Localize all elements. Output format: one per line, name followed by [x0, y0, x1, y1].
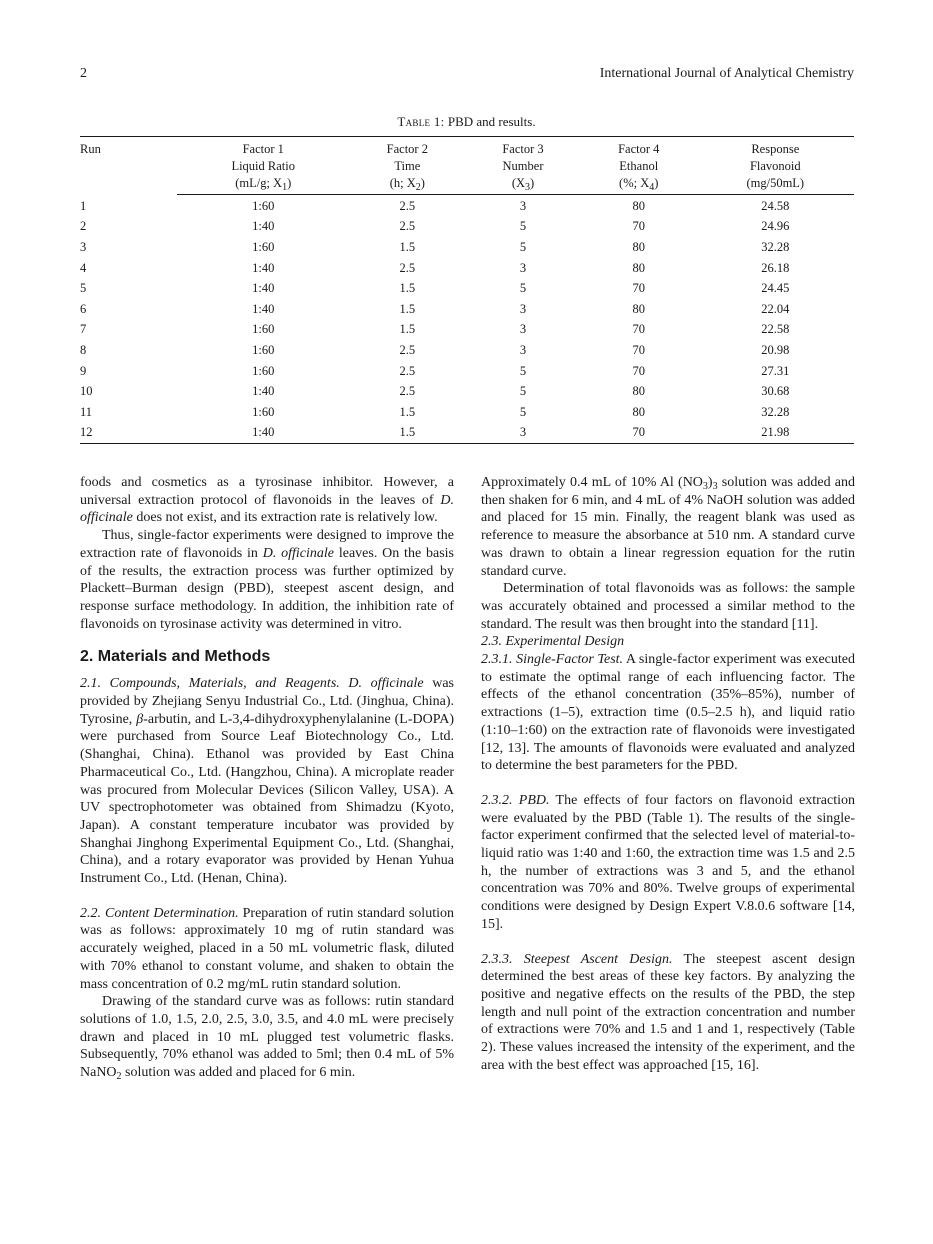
table-cell: 1.5: [349, 423, 465, 444]
table-cell: 70: [632, 281, 645, 296]
reagent-paragraph: Approximately 0.4 mL of 10% Al $(NO_3)_3$ solution was added and then shaken for 6 min, and 4 mL of 4% NaOH solution was added and placed for 15 min. Finally, the reagent blank was used as reference to measure the absorbance at 510 nm. A standard curve was drawn to obtain a linear regression equation for the rutin standard curve.: [481, 475, 855, 579]
table-cell: 80: [632, 301, 645, 316]
table-cell: 24.45: [761, 281, 790, 296]
table-cell: 2.5: [399, 260, 416, 275]
table-cell: 21.98: [697, 423, 854, 444]
table-row: [80, 381, 854, 402]
table-header-row: [80, 175, 854, 195]
table-cell: 1:60: [252, 342, 275, 357]
table-cell: 24.58: [761, 198, 790, 213]
table-header-row: [80, 158, 854, 175]
table-cell: 1:60: [252, 239, 275, 254]
table-cell: 22.58: [761, 322, 790, 337]
table-cell: 1:40: [252, 219, 275, 234]
page-number: 2: [80, 66, 87, 81]
pbd-results-table: [80, 136, 854, 444]
table-cell: 1:40: [252, 301, 275, 316]
table-row: [80, 278, 854, 299]
table-cell: 2.5: [399, 219, 416, 234]
table-caption-label: Table 1:: [397, 114, 445, 129]
table-cell: 1.5: [399, 404, 416, 419]
run-cell: 8: [80, 342, 87, 357]
table-cell: 2.5: [399, 384, 416, 399]
table-cell: 3: [519, 260, 527, 275]
column-header-factor: Factor 3: [465, 137, 581, 159]
table-cell: 2.5: [399, 363, 416, 378]
subsection-2-3-1-title: 2.3.1. Single-Factor Test.: [481, 652, 624, 668]
subsection-2-1-title: 2.1. Compounds, Materials, and Reagents.: [80, 676, 340, 692]
table-row: [80, 299, 854, 320]
table-cell: 3: [519, 198, 527, 213]
column-header-unit: (h; $X_2$): [349, 175, 465, 195]
table-cell: 1.5: [399, 239, 416, 254]
table-cell: 3: [519, 322, 527, 337]
section-2-1-paragraph: 2.1. Compounds, Materials, and Reagents. D. officinale was provided by Zhejiang Senyu Industrial Co., Ltd. (Jinghua, China). Tyrosine, β-arbutin, and L-3,4-dihydroxyphenylalanine (L-DOPA) were purchased from Source Leaf Biotechnology Co., Ltd. (Shanghai, China). Ethanol was provided by East China Pharmaceutical Co., Ltd. (Hangzhou, China). A microplate reader was procured from Molecular Devices (Silicon Valley, USA). A UV spectrophotometer was obtained from Shimadzu (Kyoto, Japan). A constant temperature incubator was provided by Shanghai Jinghong Experimental Equipment Co., Ltd. (Shanghai, China), and a rotary evaporator was provided by Henan Yuhua Instrument Co., Ltd. (Henan, China).: [80, 676, 454, 887]
table-row: [80, 217, 854, 238]
column-header-unit: (%; $X_4$): [581, 175, 697, 195]
table-cell: 20.98: [761, 342, 790, 357]
section-2-2-paragraph: 2.2. Content Determination. Preparation of rutin standard solution was as follows: approximately 10 mg of rutin standard was accurately weighed, placed in a 50 mL volumetric flask, diluted with 70% ethanol to constant volume, and shaken to obtain the mass concentration of 0.2 mg/mL rutin standard solution.: [80, 905, 454, 992]
run-cell: 7: [80, 322, 87, 337]
table-cell: 22.04: [761, 301, 790, 316]
column-header-factor: Factor 4: [581, 137, 697, 159]
species-name: D. officinale: [262, 545, 335, 561]
subsection-2-3-title: 2.3. Experimental Design: [481, 634, 625, 650]
subsection-2-3-3-title: 2.3.3. Steepest Ascent Design.: [481, 951, 673, 967]
table-cell: 80: [632, 260, 645, 275]
column-header-unit: $(X_3)$: [465, 175, 581, 195]
run-cell: 10: [80, 384, 93, 399]
section-heading-materials-methods: 2. Materials and Methods: [80, 648, 271, 666]
table-cell: 2.5: [399, 342, 416, 357]
column-header-name: Time: [394, 159, 421, 173]
column-header-factor: Factor 2: [349, 137, 465, 159]
left-column: [80, 474, 454, 1082]
table-cell: 1:60: [252, 363, 275, 378]
table-row: [80, 340, 854, 361]
section-2-3-2-paragraph: 2.3.2. PBD. The effects of four factors on flavonoid extraction were evaluated by the PBD (Table 1). The results of the single-factor experiment confirmed that the selected level of material-to-liquid ratio was 1:40 and 1:60, the extraction time was 1.5 and 2.5 h, the number of extractions was 3 and 5, and the ethanol concentration was 70% and 80%. Twelve groups of experimental conditions were designed by Design Expert V.8.0.6 software [14, 15].: [481, 792, 855, 932]
table-cell: 1:60: [252, 404, 275, 419]
column-header-run: Run: [80, 137, 177, 195]
table-cell: 1:40: [252, 384, 275, 399]
intro-paragraph-1: foods and cosmetics as a tyrosinase inhibitor. However, a universal extraction protocol of flavonoids in the leaves of D. officinale does not exist, and its extraction rate is relatively low.: [80, 475, 454, 526]
subsection-2-2-title: 2.2. Content Determination.: [80, 905, 239, 921]
table-cell: 1.5: [399, 281, 416, 296]
table-cell: 70: [632, 342, 645, 357]
run-cell: 2: [80, 219, 87, 234]
table-row: [80, 402, 854, 423]
subsection-2-3-2-title: 2.3.2. PBD.: [481, 792, 550, 808]
table-cell: 5: [519, 239, 527, 254]
table-caption-text: PBD and results.: [447, 114, 536, 129]
table-cell: 3: [465, 423, 581, 444]
run-cell: 5: [80, 281, 87, 296]
right-column: [481, 474, 855, 1075]
table-cell: 3: [519, 342, 527, 357]
table-cell: 80: [632, 404, 645, 419]
run-cell: 6: [80, 301, 87, 316]
table-row: [80, 361, 854, 382]
column-header-factor: Response: [697, 137, 854, 159]
standard-curve-paragraph: Drawing of the standard curve was as follows: rutin standard solutions of 1.0, 1.5, 2.0, 2.5, 3.0, 3.5, and 4.0 mL were precisely drawn and placed in 10 mL plugged test volumetric flasks. Subsequently, 70% ethanol was added to 5ml; then 0.4 mL of 5% NaNO$_2$ solution was added and placed for 6 min.: [80, 994, 454, 1083]
table-cell: 80: [632, 198, 645, 213]
run-cell: 12: [80, 423, 177, 444]
column-header-unit: (mg/50mL): [697, 175, 854, 195]
column-header-name: Number: [502, 159, 544, 173]
table-cell: 70: [632, 219, 645, 234]
run-cell: 4: [80, 260, 87, 275]
table-row: [80, 320, 854, 341]
table-cell: 32.28: [761, 239, 790, 254]
table-caption: [0, 114, 933, 130]
section-2-3-3-paragraph: 2.3.3. Steepest Ascent Design. The steepest ascent design determined the best areas of these key factors. By analyzing the positive and negative effects on the results of the PBD, the step length and null point of the extraction concentration and number of extractions were 70% and 1.5 and 1 and 1, respectively (Table 2). These values increased the intensity of the experiment, and the area with the best effect was approached [15, 16].: [481, 951, 855, 1073]
table-cell: 80: [632, 384, 645, 399]
table-cell: 5: [519, 363, 527, 378]
column-header-unit: (mL/g; $X_1$): [177, 175, 349, 195]
run-cell: 3: [80, 239, 87, 254]
table-cell: 5: [519, 281, 527, 296]
table-row: [80, 423, 854, 444]
run-cell: 11: [80, 404, 93, 419]
table-row: [80, 237, 854, 258]
table-cell: 70: [581, 423, 697, 444]
table-cell: 5: [519, 404, 527, 419]
table-cell: 1:40: [177, 423, 349, 444]
column-header-name: Liquid Ratio: [231, 159, 295, 173]
table-cell: 1:40: [252, 260, 275, 275]
table-cell: 3: [519, 301, 527, 316]
table-cell: 32.28: [761, 404, 790, 419]
species-name: D. officinale: [348, 676, 424, 692]
table-cell: 5: [519, 219, 527, 234]
table-cell: 1:40: [252, 281, 275, 296]
table-cell: 70: [632, 363, 645, 378]
table-cell: 27.31: [761, 363, 790, 378]
table-cell: 70: [632, 322, 645, 337]
column-header-name: Flavonoid: [749, 159, 801, 173]
table-cell: 1:60: [252, 198, 275, 213]
table-cell: 5: [519, 384, 527, 399]
table-row: [80, 258, 854, 279]
table-header-row: [80, 137, 854, 159]
column-header-factor: Factor 1: [177, 137, 349, 159]
species-name: D. officinale: [80, 492, 454, 526]
table-cell: 30.68: [761, 384, 790, 399]
run-cell: 9: [80, 363, 87, 378]
table-cell: 2.5: [399, 198, 416, 213]
run-cell: 1: [80, 198, 87, 213]
table-cell: 1:60: [252, 322, 275, 337]
table-cell: 1.5: [399, 322, 416, 337]
intro-paragraph-2: Thus, single-factor experiments were designed to improve the extraction rate of flavonoids in D. officinale leaves. On the basis of the results, the extraction process was further optimized by Plackett–Burman design (PBD), steepest ascent design, and response surface methodology. In addition, the inhibition rate of flavonoids on tyrosinase activity was determined in vitro.: [80, 528, 454, 632]
journal-title: International Journal of Analytical Chemistry: [599, 66, 854, 81]
section-2-3-1-paragraph: 2.3.1. Single-Factor Test. A single-factor experiment was executed to estimate the optimal range of each influencing factor. The effects of the ethanol concentration (35%–85%), number of extractions (1–5), extraction time (0.5–2.5 h), and liquid ratio (1:10–1:60) on the extraction rate of flavonoids were investigated [12, 13]. The amounts of flavonoids were evaluated and analyzed to determine the best parameters for the PBD.: [481, 652, 855, 774]
table-cell: 1.5: [399, 301, 416, 316]
table-cell: 24.96: [761, 219, 790, 234]
table-cell: 26.18: [761, 260, 790, 275]
table-row: [80, 195, 854, 217]
column-header-name: Ethanol: [619, 159, 659, 173]
total-flavonoids-paragraph: Determination of total flavonoids was as follows: the sample was accurately obtained and processed a similar method to the standard. The result was then brought into the standard [11].: [481, 581, 855, 632]
table-cell: 80: [632, 239, 645, 254]
